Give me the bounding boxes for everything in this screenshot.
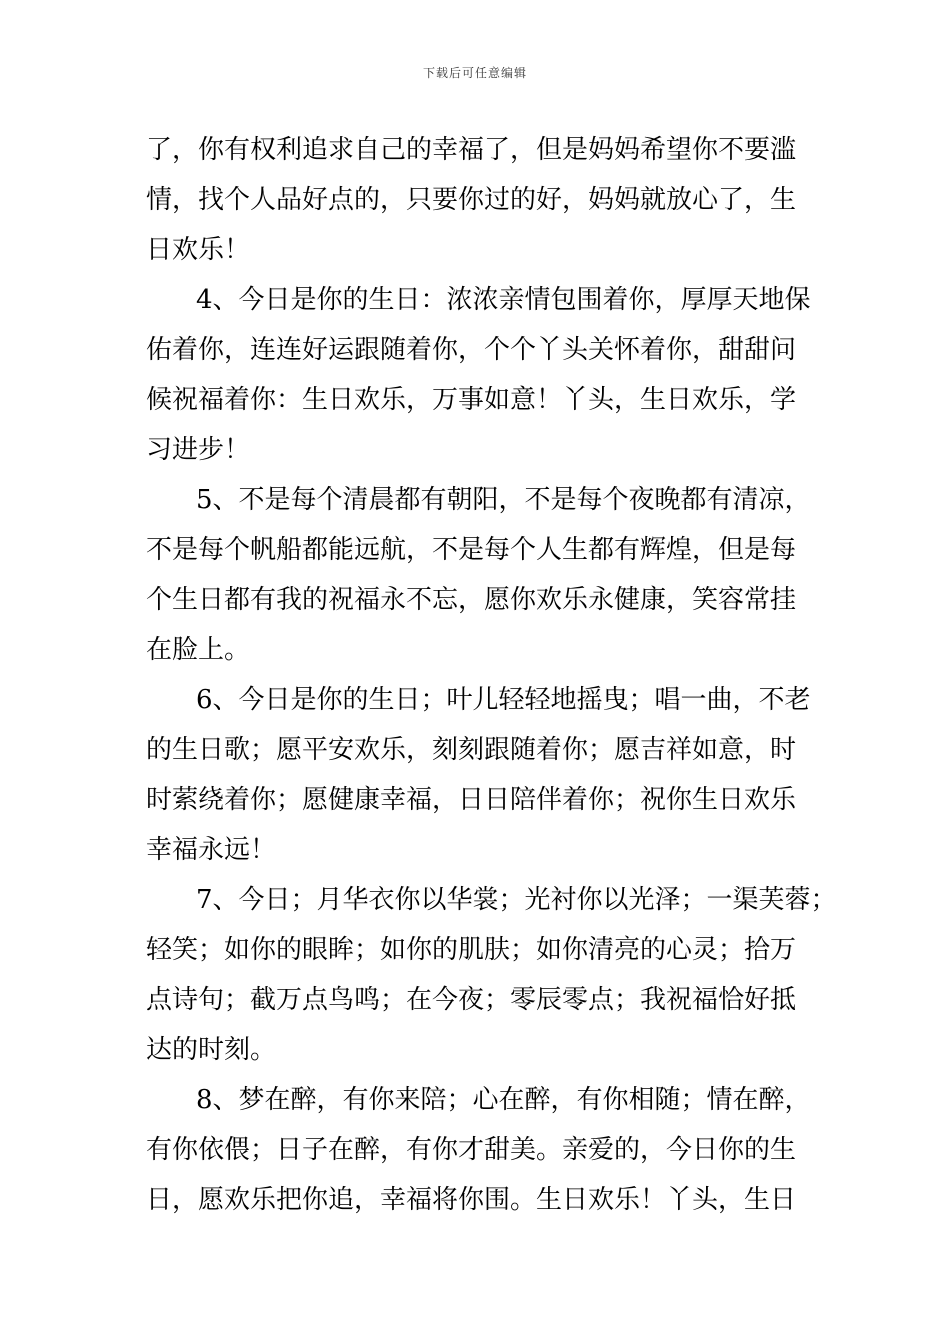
text-line: 情，找个人品好点的，只要你过的好，妈妈就放心了，生 bbox=[146, 185, 797, 215]
text-line: 幸福永远！ bbox=[146, 835, 277, 865]
paragraph-first-line: 8、梦在醉，有你来陪；心在醉，有你相随；情在醉， bbox=[196, 1085, 811, 1115]
text-line: 在脸上。 bbox=[146, 635, 251, 665]
text-line: 了，你有权利追求自己的幸福了，但是妈妈希望你不要滥 bbox=[146, 135, 797, 165]
text-line: 候祝福着你：生日欢乐，万事如意！丫头，生日欢乐，学 bbox=[146, 385, 797, 415]
text-line: 点诗句；截万点鸟鸣；在今夜；零辰零点；我祝福恰好抵 bbox=[146, 985, 797, 1015]
paragraph-first-line: 5、不是每个清晨都有朝阳，不是每个夜晚都有清凉， bbox=[196, 485, 811, 515]
paragraph-first-line: 4、今日是你的生日：浓浓亲情包围着你，厚厚天地保 bbox=[196, 285, 811, 315]
text-line: 日欢乐！ bbox=[146, 235, 251, 265]
text-line: 时萦绕着你；愿健康幸福，日日陪伴着你；祝你生日欢乐 bbox=[146, 785, 797, 815]
text-line: 个生日都有我的祝福永不忘，愿你欢乐永健康，笑容常挂 bbox=[146, 585, 797, 615]
paragraph-first-line: 6、今日是你的生日；叶儿轻轻地摇曳；唱一曲，不老 bbox=[196, 685, 811, 715]
paragraph-first-line: 7、今日；月华衣你以华裳；光衬你以光泽；一渠芙蓉； bbox=[196, 885, 837, 915]
text-line: 日，愿欢乐把你追，幸福将你围。生日欢乐！丫头，生日 bbox=[146, 1185, 797, 1215]
text-line: 不是每个帆船都能远航，不是每个人生都有辉煌，但是每 bbox=[146, 535, 797, 565]
text-line: 佑着你，连连好运跟随着你，个个丫头关怀着你，甜甜问 bbox=[146, 335, 797, 365]
text-line: 的生日歌；愿平安欢乐，刻刻跟随着你；愿吉祥如意，时 bbox=[146, 735, 797, 765]
text-line: 习进步！ bbox=[146, 435, 251, 465]
page-header: 下载后可任意编辑 bbox=[422, 66, 527, 80]
text-line: 轻笑；如你的眼眸；如你的肌肤；如你清亮的心灵；拾万 bbox=[146, 935, 797, 965]
text-line: 有你依偎；日子在醉，有你才甜美。亲爱的，今日你的生 bbox=[146, 1135, 797, 1165]
text-line: 达的时刻。 bbox=[146, 1035, 277, 1065]
